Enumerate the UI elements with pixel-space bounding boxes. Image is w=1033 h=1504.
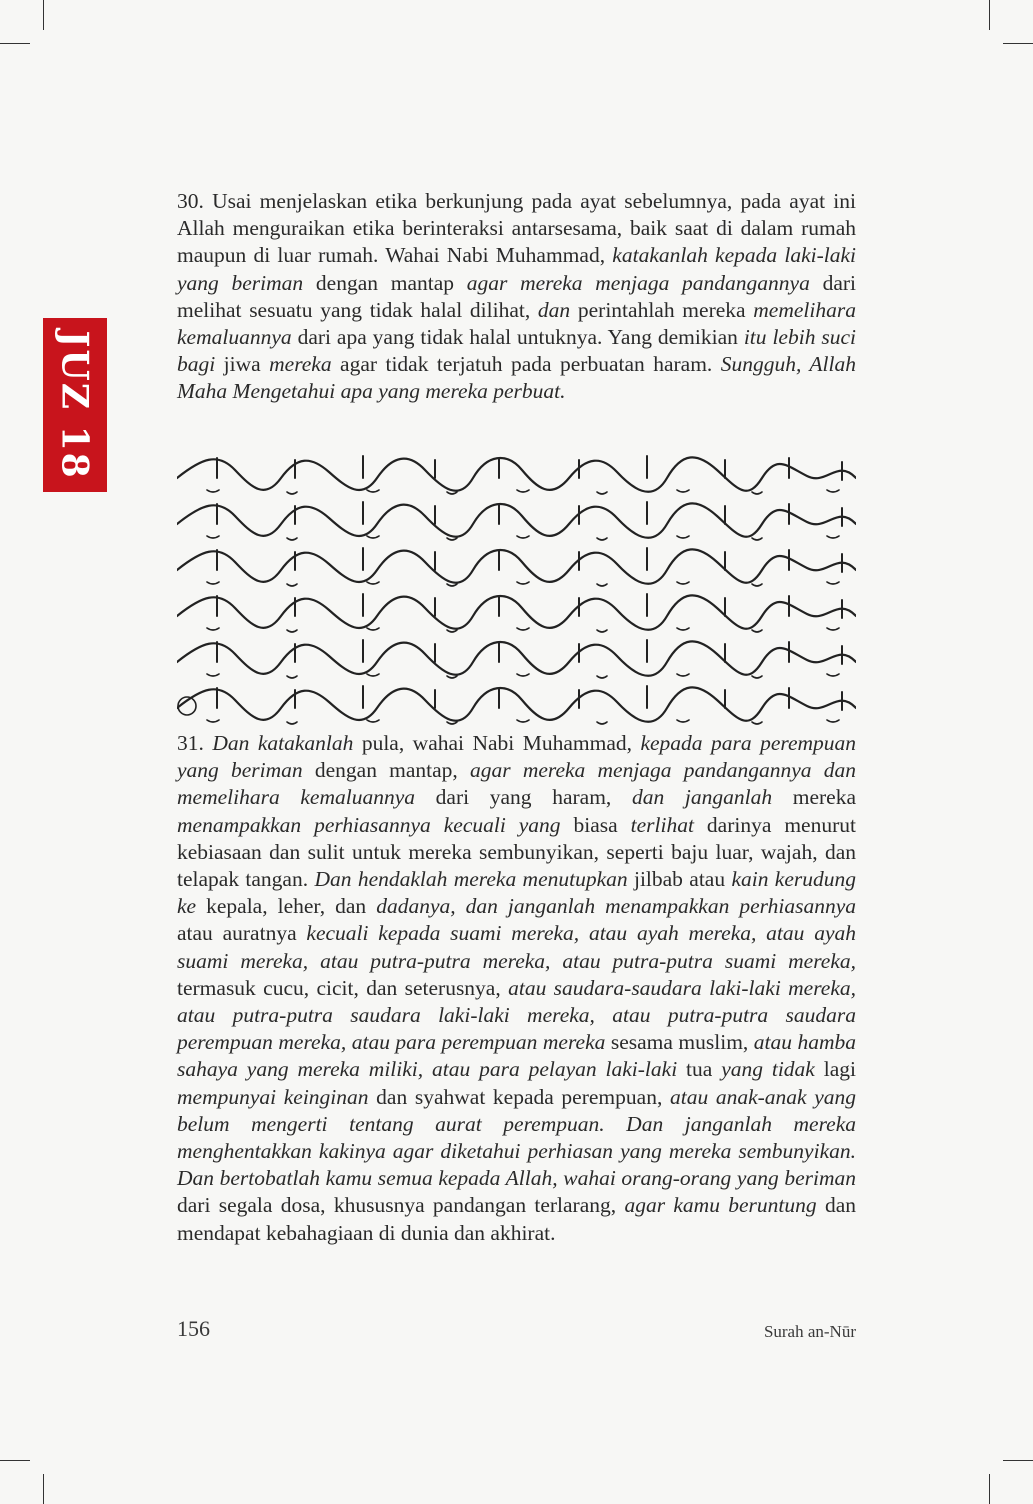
verse_31-run: 31.	[177, 731, 213, 755]
verse_30-run: agar mereka menjaga pandangannya	[466, 270, 810, 295]
crop-mark-top-left-h	[0, 43, 30, 44]
verse_31-run: darinya menurut kebiasaan dan sulit untuk mereka sembunyikan, seperti baju luar, wajah, dan telapak tangan.	[177, 812, 856, 892]
verse_31-run: menampakkan perhiasannya kecuali yang	[177, 812, 561, 837]
verse_31-run: agar kamu beruntung	[624, 1193, 817, 1218]
crop-mark-top-right-h	[1003, 43, 1033, 44]
verse_31-run: dan janganlah	[631, 785, 773, 810]
verse_30-run: memelihara kemaluannya	[177, 297, 856, 350]
verse_31-run: termasuk cucu, cicit, dan seterusnya,	[177, 975, 509, 1000]
verse_30-run: perintahlah mereka	[570, 297, 754, 322]
arabic-verse-31-calligraphy	[177, 448, 856, 726]
verse_31-run: agar mereka menjaga pandangannya dan memelihara kemaluannya	[177, 758, 856, 810]
verse_31-run: terlihat	[630, 812, 694, 837]
verse-30-commentary	[177, 188, 856, 406]
verse_31-run: yang tidak	[721, 1057, 815, 1082]
verse_31-run: kepada para perempuan yang beriman	[177, 731, 857, 783]
juz-label: JUZ 18	[54, 330, 96, 480]
verse_31-run: dadanya, dan janganlah menampakkan perhiasannya	[376, 894, 856, 919]
crop-mark-bottom-right-v	[989, 1474, 990, 1504]
verse_31-run: biasa	[560, 812, 631, 837]
verse_31-run: dan syahwat kepada perempuan,	[368, 1084, 670, 1109]
verse_31-run: sesama muslim,	[605, 1030, 754, 1055]
verse_30-run: mereka	[269, 352, 332, 377]
crop-mark-bottom-left-h	[0, 1460, 30, 1461]
verse_31-run: tua	[677, 1057, 722, 1082]
verse_31-run: dan mendapat kebahagiaan di dunia dan akhirat.	[177, 1193, 856, 1245]
verse_31-run: pula, wahai Nabi Muhammad,	[353, 731, 641, 755]
verse_30-run: dengan mantap	[303, 270, 467, 295]
verse_30-run: dan	[537, 297, 571, 322]
verse_31-run: dengan mantap,	[302, 758, 471, 783]
verse_31-run: atau auratnya	[177, 921, 307, 946]
verse_31-run: dari yang haram,	[415, 785, 632, 810]
verse_31-run: mereka	[772, 785, 857, 810]
verse_31-run: atau saudara-saudara laki-laki mereka, atau putra-putra saudara laki-laki mereka, atau putra-putra saudara perempuan mereka, atau para perempuan mereka	[177, 975, 856, 1055]
verse_31-run: Dan katakanlah	[212, 731, 354, 755]
verse_31-run: mempunyai keinginan	[177, 1084, 369, 1109]
crop-mark-bottom-right-h	[1003, 1460, 1033, 1461]
verse_31-run: Dan hendaklah mereka menutupkan	[314, 867, 628, 892]
verse-31-commentary	[177, 730, 856, 1247]
page-number: 156	[177, 1316, 210, 1341]
verse_31-run: lagi	[814, 1057, 856, 1082]
verse_30-run: dari apa yang tidak halal untuknya. Yang demikian	[291, 325, 744, 350]
juz-tab	[43, 318, 107, 492]
verse_31-run: dari segala dosa, khususnya pandangan terlarang,	[177, 1193, 625, 1218]
surah-name: Surah an-Nūr	[763, 1322, 856, 1341]
verse_31-run: atau anak-anak yang belum mengerti tentang aurat perempuan. Dan janganlah mereka menghentakkan kakinya agar diketahui perhiasan yang mereka sembunyikan. Dan bertobatlah kamu semua kepada Allah, wahai orang-orang yang beriman	[177, 1084, 856, 1191]
verse_31-run: kecuali kepada suami mereka, atau ayah mereka, atau ayah suami mereka, atau putra-putra mereka, atau putra-putra suami mereka,	[177, 921, 856, 973]
verse_30-run: dari melihat sesuatu yang tidak halal dilihat,	[177, 270, 856, 322]
verse_31-run: atau hamba sahaya yang mereka miliki, atau para pelayan laki-laki	[177, 1030, 857, 1082]
verse_31-run: kepala, leher, dan	[196, 894, 377, 919]
verse_30-run: katakanlah kepada laki-laki yang beriman	[177, 243, 856, 295]
verse_31-run: jilbab atau	[627, 867, 732, 892]
verse_30-run: itu lebih suci bagi	[177, 325, 856, 377]
verse_31-run: kain kerudung ke	[177, 867, 856, 919]
crop-mark-top-left-v	[43, 0, 44, 30]
verse_30-run: 30. Usai menjelaskan etika berkunjung pada ayat sebelumnya, pada ayat ini Allah menguraikan etika berinteraksi antarsesama, baik saat di dalam rumah maupun di luar rumah. Wahai Nabi Muhammad,	[177, 189, 856, 268]
crop-mark-bottom-left-v	[43, 1474, 44, 1504]
verse_30-run: Sungguh, Allah Maha Mengetahui apa yang mereka perbuat.	[177, 352, 856, 404]
verse_30-run: agar tidak terjatuh pada perbuatan haram.	[331, 352, 721, 377]
verse_30-run: jiwa	[215, 352, 270, 377]
crop-mark-top-right-v	[989, 0, 990, 30]
